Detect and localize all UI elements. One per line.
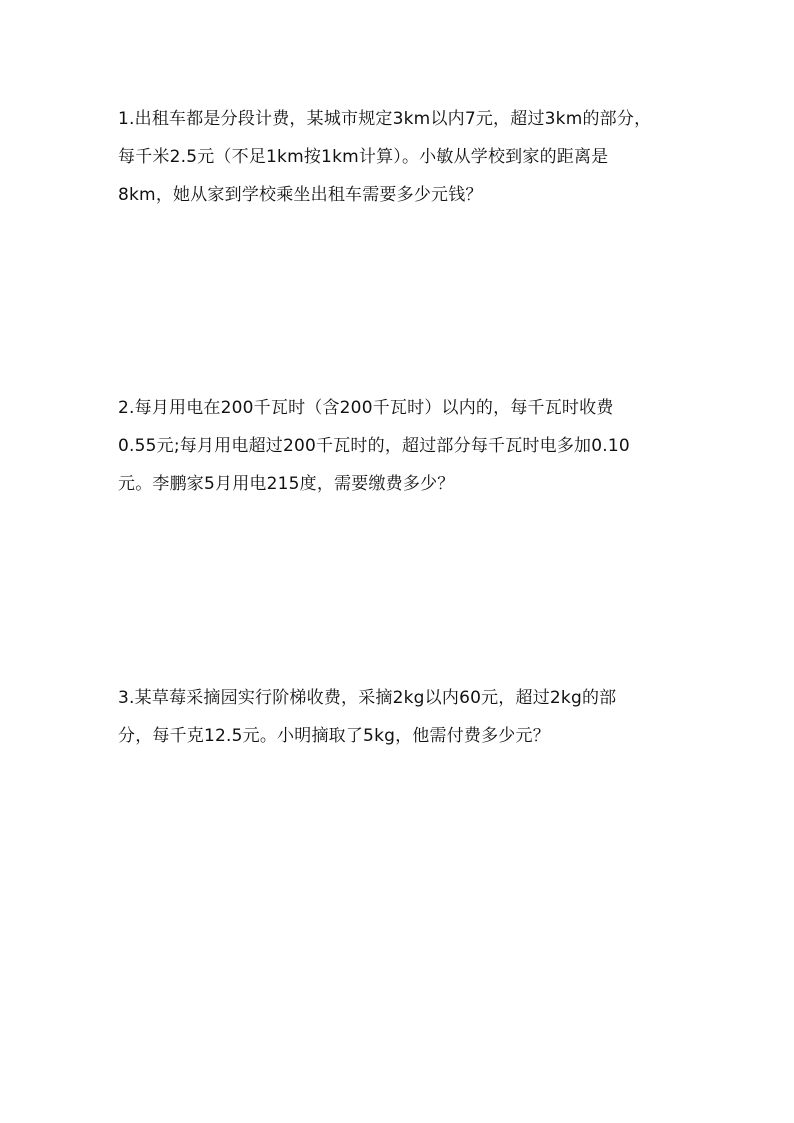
problem-3-line-1: 3.某草莓采摘园实行阶梯收费，采摘2kg以内60元，超过2kg的部 [118,688,617,708]
problem-3-line-2: 分，每千克12.5元。小明摘取了5kg，他需付费多少元？ [118,726,550,746]
problem-2-line-1: 2.每月用电在200千瓦时（含200千瓦时）以内的，每千瓦时收费 [118,398,614,418]
problem-3 [118,679,683,755]
problem-2-line-3: 元。李鹏家5月用电215度，需要缴费多少？ [118,474,455,494]
problem-1 [118,100,683,214]
problem-2 [118,389,683,503]
problem-1-line-2: 每千米2.5元（不足1km按1km计算）。小敏从学校到家的距离是 [118,147,609,167]
problem-2-line-2: 0.55元;每月用电超过200千瓦时的，超过部分每千瓦时电多加0.10 [118,436,630,456]
problem-1-line-3: 8km，她从家到学校乘坐出租车需要多少元钱？ [118,185,483,205]
problem-1-line-1: 1.出租车都是分段计费，某城市规定3km以内7元，超过3km的部分， [118,109,652,129]
